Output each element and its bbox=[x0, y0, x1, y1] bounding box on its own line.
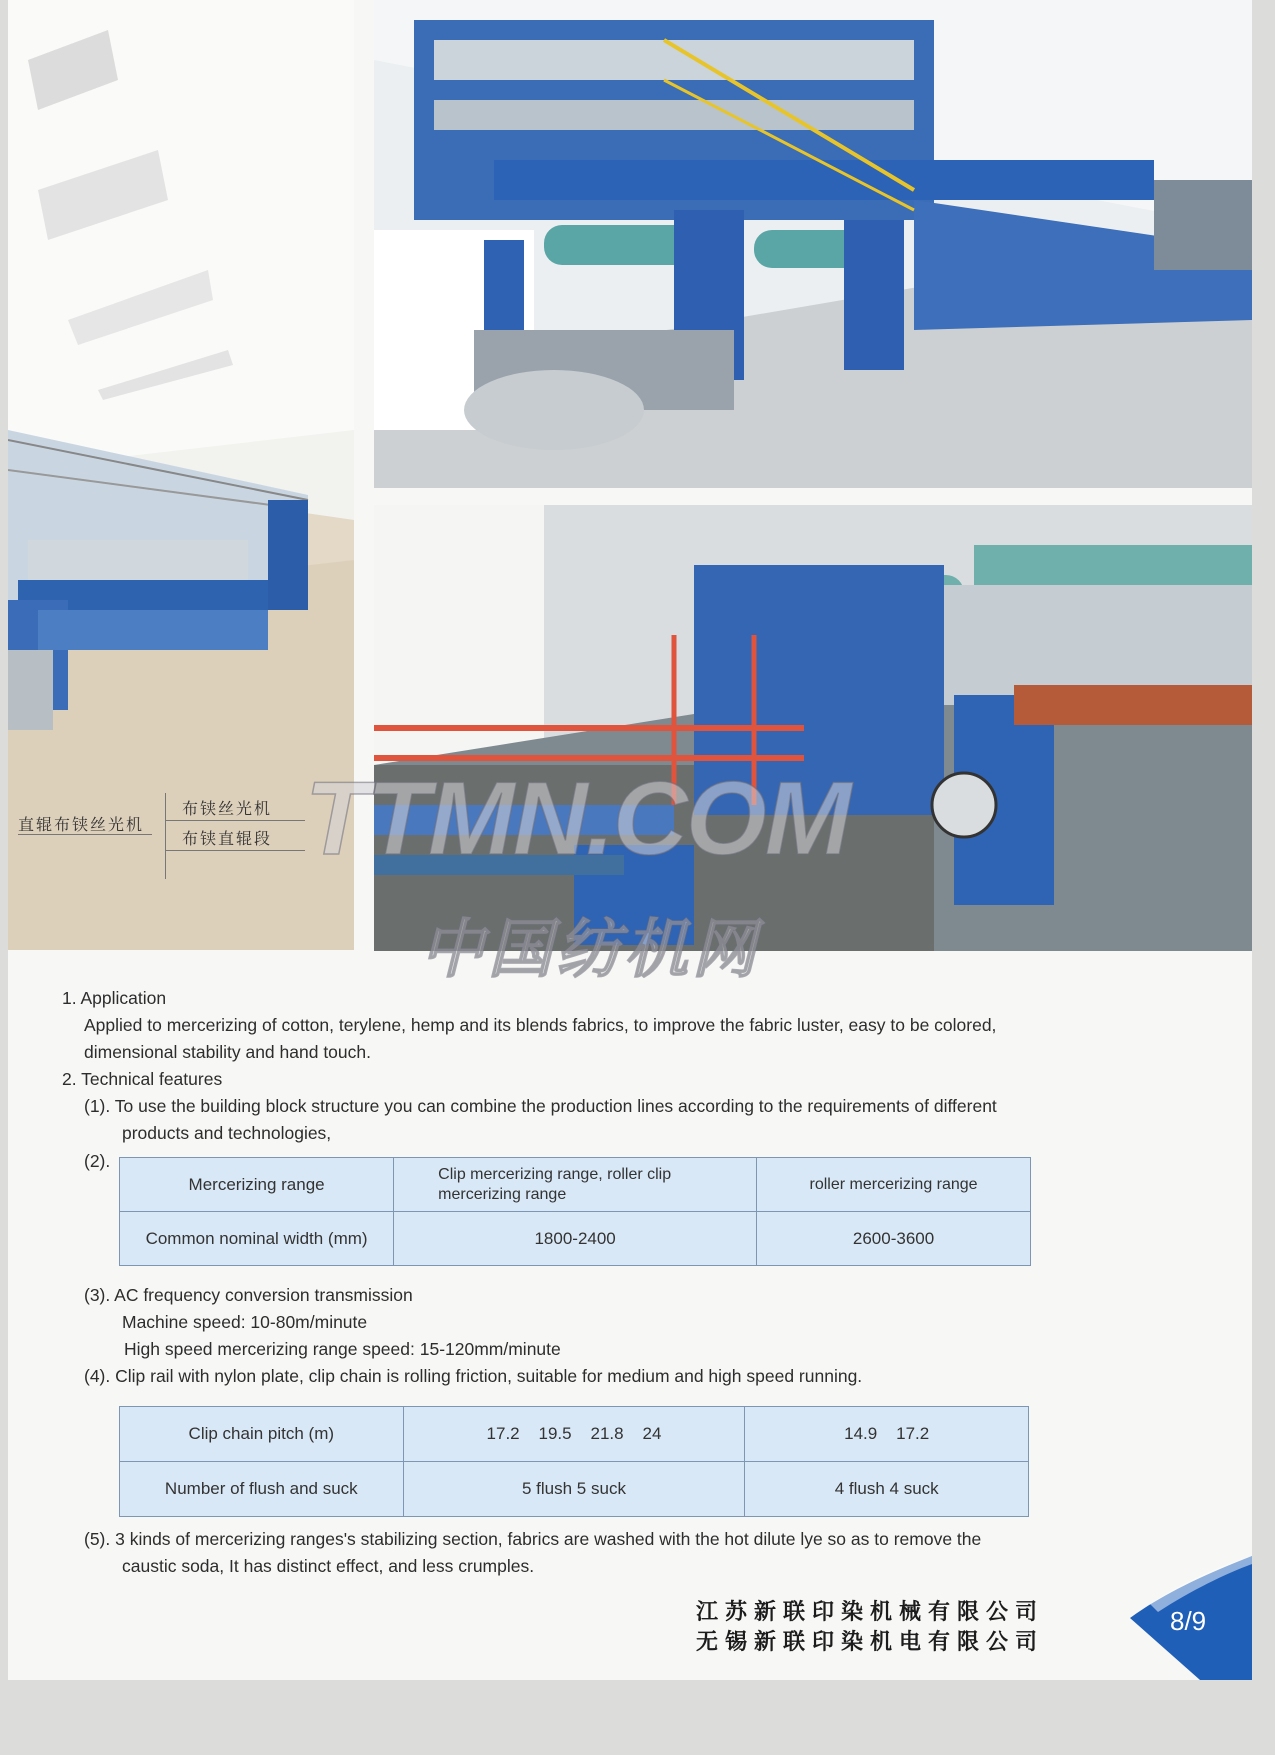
feature-3-text: Machine speed: 10-80m/minute bbox=[122, 1312, 368, 1332]
application-text: Applied to mercerizing of cotton, terylene, hemp and its blends fabrics, to improve the fabric luster, easy to be colored, bbox=[84, 1015, 997, 1035]
feature-1-text: products and technologies, bbox=[122, 1123, 332, 1143]
caption-divider bbox=[165, 793, 166, 879]
section-application-title: 1. Application bbox=[62, 988, 167, 1008]
watermark-chinese: 中国纺机网 bbox=[420, 913, 760, 987]
table-cell: Mercerizing range bbox=[120, 1158, 394, 1212]
table-cell: Common nominal width (mm) bbox=[120, 1212, 394, 1266]
feature-5-text: (5). 3 kinds of mercerizing ranges's stabilizing section, fabrics are washed with the hot dilute lye so as to remove the bbox=[84, 1529, 982, 1549]
company-name-jiangsu: 江苏新联印染机械有限公司 bbox=[696, 1600, 1045, 1625]
table-cell: 17.2 19.5 21.8 24 bbox=[403, 1407, 745, 1462]
table-cell: roller mercerizing range bbox=[757, 1158, 1031, 1212]
table-cell: 14.9 17.2 bbox=[745, 1407, 1029, 1462]
table-cell: 5 flush 5 suck bbox=[403, 1462, 745, 1517]
feature-1-text: (1). To use the building block structure you can combine the production lines according to the requirements of different bbox=[84, 1096, 997, 1116]
photo-clip-roller-section bbox=[374, 505, 1252, 951]
photo-mercerizer-overview bbox=[8, 0, 354, 950]
application-text: dimensional stability and hand touch. bbox=[84, 1042, 371, 1062]
feature-3-text: (3). AC frequency conversion transmission bbox=[84, 1285, 413, 1305]
table-cell: 1800-2400 bbox=[394, 1212, 757, 1266]
table-cell: Clip chain pitch (m) bbox=[120, 1407, 404, 1462]
caption-clip-mercerizer: 布铗丝光机 bbox=[182, 799, 273, 818]
feature-5-text: caustic soda, It has distinct effect, and less crumples. bbox=[122, 1556, 535, 1576]
caption-rule bbox=[165, 850, 305, 851]
caption-straight-roller-clip-mercerizer: 直辊布铗丝光机 bbox=[18, 815, 145, 834]
watermark-ttmn: TTMN.COM bbox=[305, 761, 850, 877]
feature-3-text: High speed mercerizing range speed: 15-120mm/minute bbox=[124, 1339, 561, 1359]
company-name-wuxi: 无锡新联印染机电有限公司 bbox=[696, 1630, 1045, 1655]
clip-chain-spec-table bbox=[119, 1406, 1029, 1517]
table-cell: 4 flush 4 suck bbox=[745, 1462, 1029, 1517]
photo-clip-mercerizer bbox=[374, 0, 1252, 488]
feature-4-text: (4). Clip rail with nylon plate, clip chain is rolling friction, suitable for medium and high speed running. bbox=[84, 1366, 863, 1386]
caption-rule bbox=[165, 820, 305, 821]
section-technical-title: 2. Technical features bbox=[62, 1069, 223, 1089]
table-cell: Number of flush and suck bbox=[120, 1462, 404, 1517]
width-spec-table bbox=[119, 1157, 1031, 1266]
feature-2-label: (2). bbox=[84, 1151, 111, 1171]
caption-rule bbox=[18, 834, 152, 835]
table-cell: Clip mercerizing range, roller clip mercerizing range bbox=[394, 1158, 757, 1212]
caption-clip-roller-section: 布铗直辊段 bbox=[182, 829, 273, 848]
page-number: 8/9 bbox=[1170, 1606, 1207, 1636]
table-cell: 2600-3600 bbox=[757, 1212, 1031, 1266]
